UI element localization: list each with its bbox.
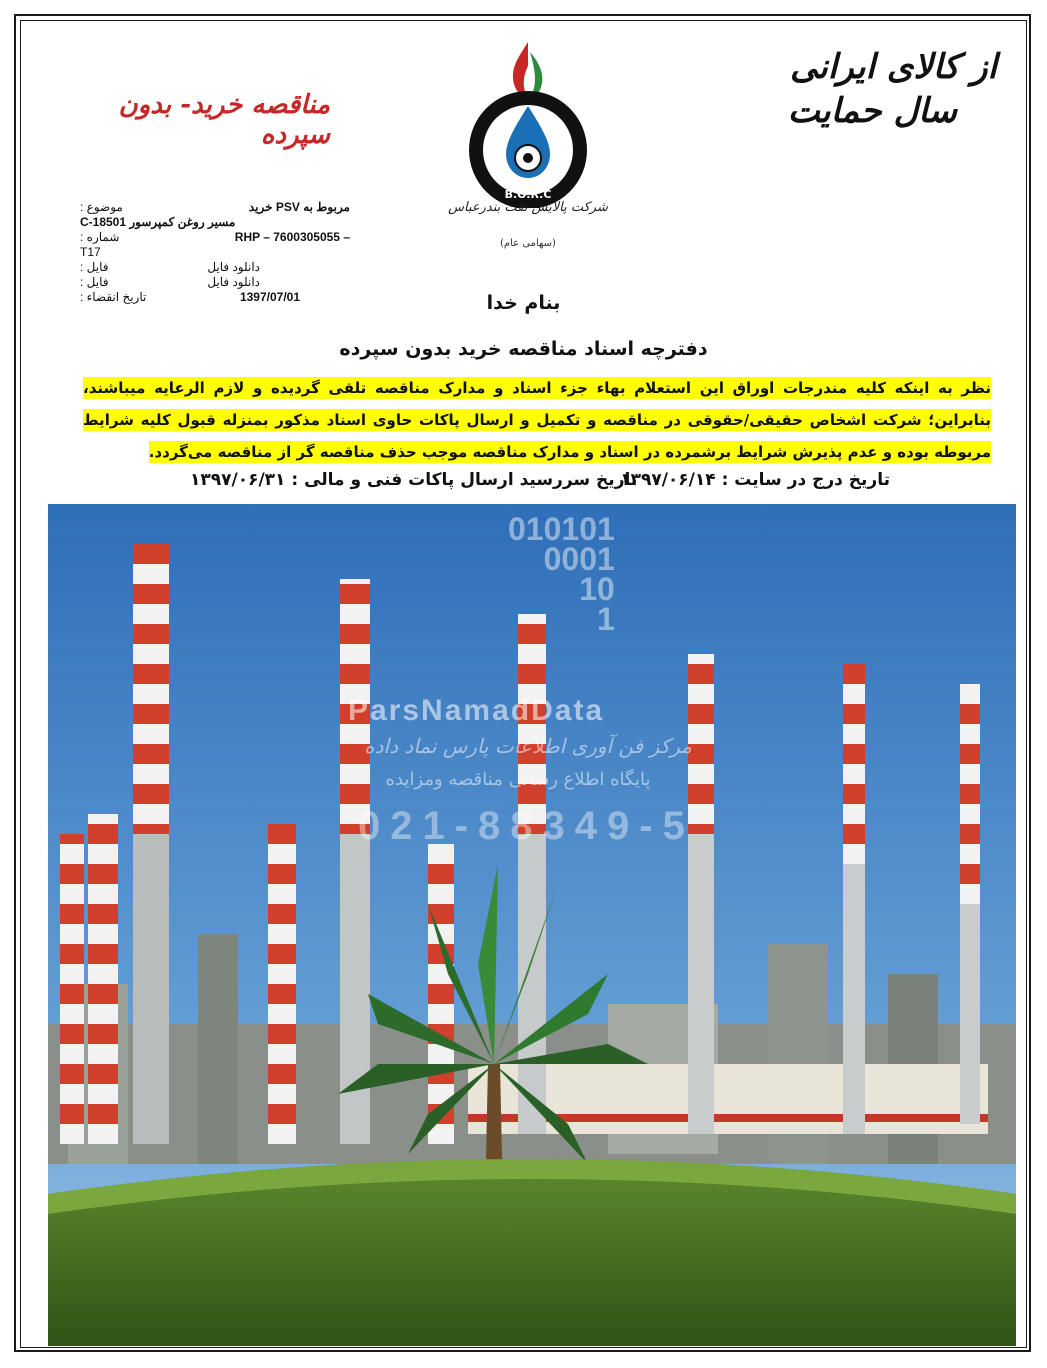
slogan-line-2: از کالای ایرانی: [789, 47, 997, 87]
meta-subject-row-2: [80, 215, 350, 230]
subject-value-2: C-18501 مسیر روغن کمپرسور: [80, 215, 236, 229]
meta-subject-row: [80, 200, 350, 215]
number-label: شماره :: [80, 230, 120, 244]
expiry-label: تاریخ انقضاء :: [80, 290, 147, 304]
watermark-brand: ParsNamadData: [348, 694, 605, 727]
tender-title: مناقصه خرید- بدون سپرده: [118, 90, 330, 150]
company-type: (سهامی عام): [500, 238, 556, 249]
document-title: دفترچه اسناد مناقصه خرید بدون سپرده: [339, 338, 708, 360]
meta-file-row-2: [80, 275, 350, 290]
meta-file-row-1: [80, 260, 350, 275]
subject-value: مربوط به PSV خرید: [248, 200, 350, 214]
slogan-line-1: سال حمایت: [787, 91, 957, 131]
subject-label: موضوع :: [80, 200, 123, 214]
slogan: [707, 45, 997, 133]
number-value: RHP – 7600305055 –: [234, 230, 350, 244]
file-label-2: فایل :: [80, 275, 109, 289]
refinery-photo: [48, 504, 1016, 1346]
meta-number-row-2: [80, 245, 350, 260]
watermark-line-2: پایگاه اطلاع رسانی مناقصه ومزایده: [385, 769, 651, 790]
expiry-value: 1397/07/01: [239, 290, 300, 304]
bismillah-heading: بنام خدا: [486, 292, 561, 314]
company-logo: [448, 38, 608, 253]
logo-letters: B.O.R.C: [504, 188, 552, 201]
file-download-link-1[interactable]: دانلود فایل: [207, 260, 260, 274]
notice-paragraph: [83, 372, 991, 468]
stack-8: [268, 824, 296, 1144]
stack-7: [88, 814, 118, 1144]
meta-number-row: [80, 230, 350, 245]
refinery-illustration: [48, 504, 1016, 1346]
file-label-1: فایل :: [80, 260, 109, 274]
watermark-line-1: مرکز فن آوری اطلاعات پارس نماد داده: [364, 734, 692, 758]
borc-logo-icon: [448, 38, 608, 208]
notice-text: نظر به اینکه کلیه مندرجات اوراق این استعلام بهاء جزء اسناد و مدارک مناقصه تلقی گردیده و لازم الرعایه میباشند، بنابراین؛ شرکت اشخاص حقیقی/حقوقی در مناقصه و تکمیل و ارسال پاکات حاوی اسناد مذکور بمنزله قبول کلیه شرایط مربوطه بوده و عدم پذیرش شرایط برشمرده در اسناد و مدارک مناقصه موجب حذف مناقصه گر از مناقصه می‌گردد.: [83, 379, 991, 461]
watermark-phone: 021-88349-5: [358, 804, 695, 848]
company-name: شرکت پالایش نفت بندرعباس: [448, 200, 608, 215]
dates-row: [80, 470, 890, 498]
file-download-link-2[interactable]: دانلود فایل: [207, 275, 260, 289]
deadline-date: تاریخ سررسید ارسال پاکات فنی و مالی : ۱۳۹۷/۰۶/۳۱: [190, 470, 638, 490]
post-date: تاریخ درج در سایت : ۱۳۹۷/۰۶/۱۴: [620, 470, 890, 490]
meta-block: [80, 200, 350, 305]
number-value-2: T17: [80, 245, 101, 259]
stack-10: [60, 834, 84, 1144]
watermark-binary: 010101 0001 10 1: [508, 511, 615, 637]
